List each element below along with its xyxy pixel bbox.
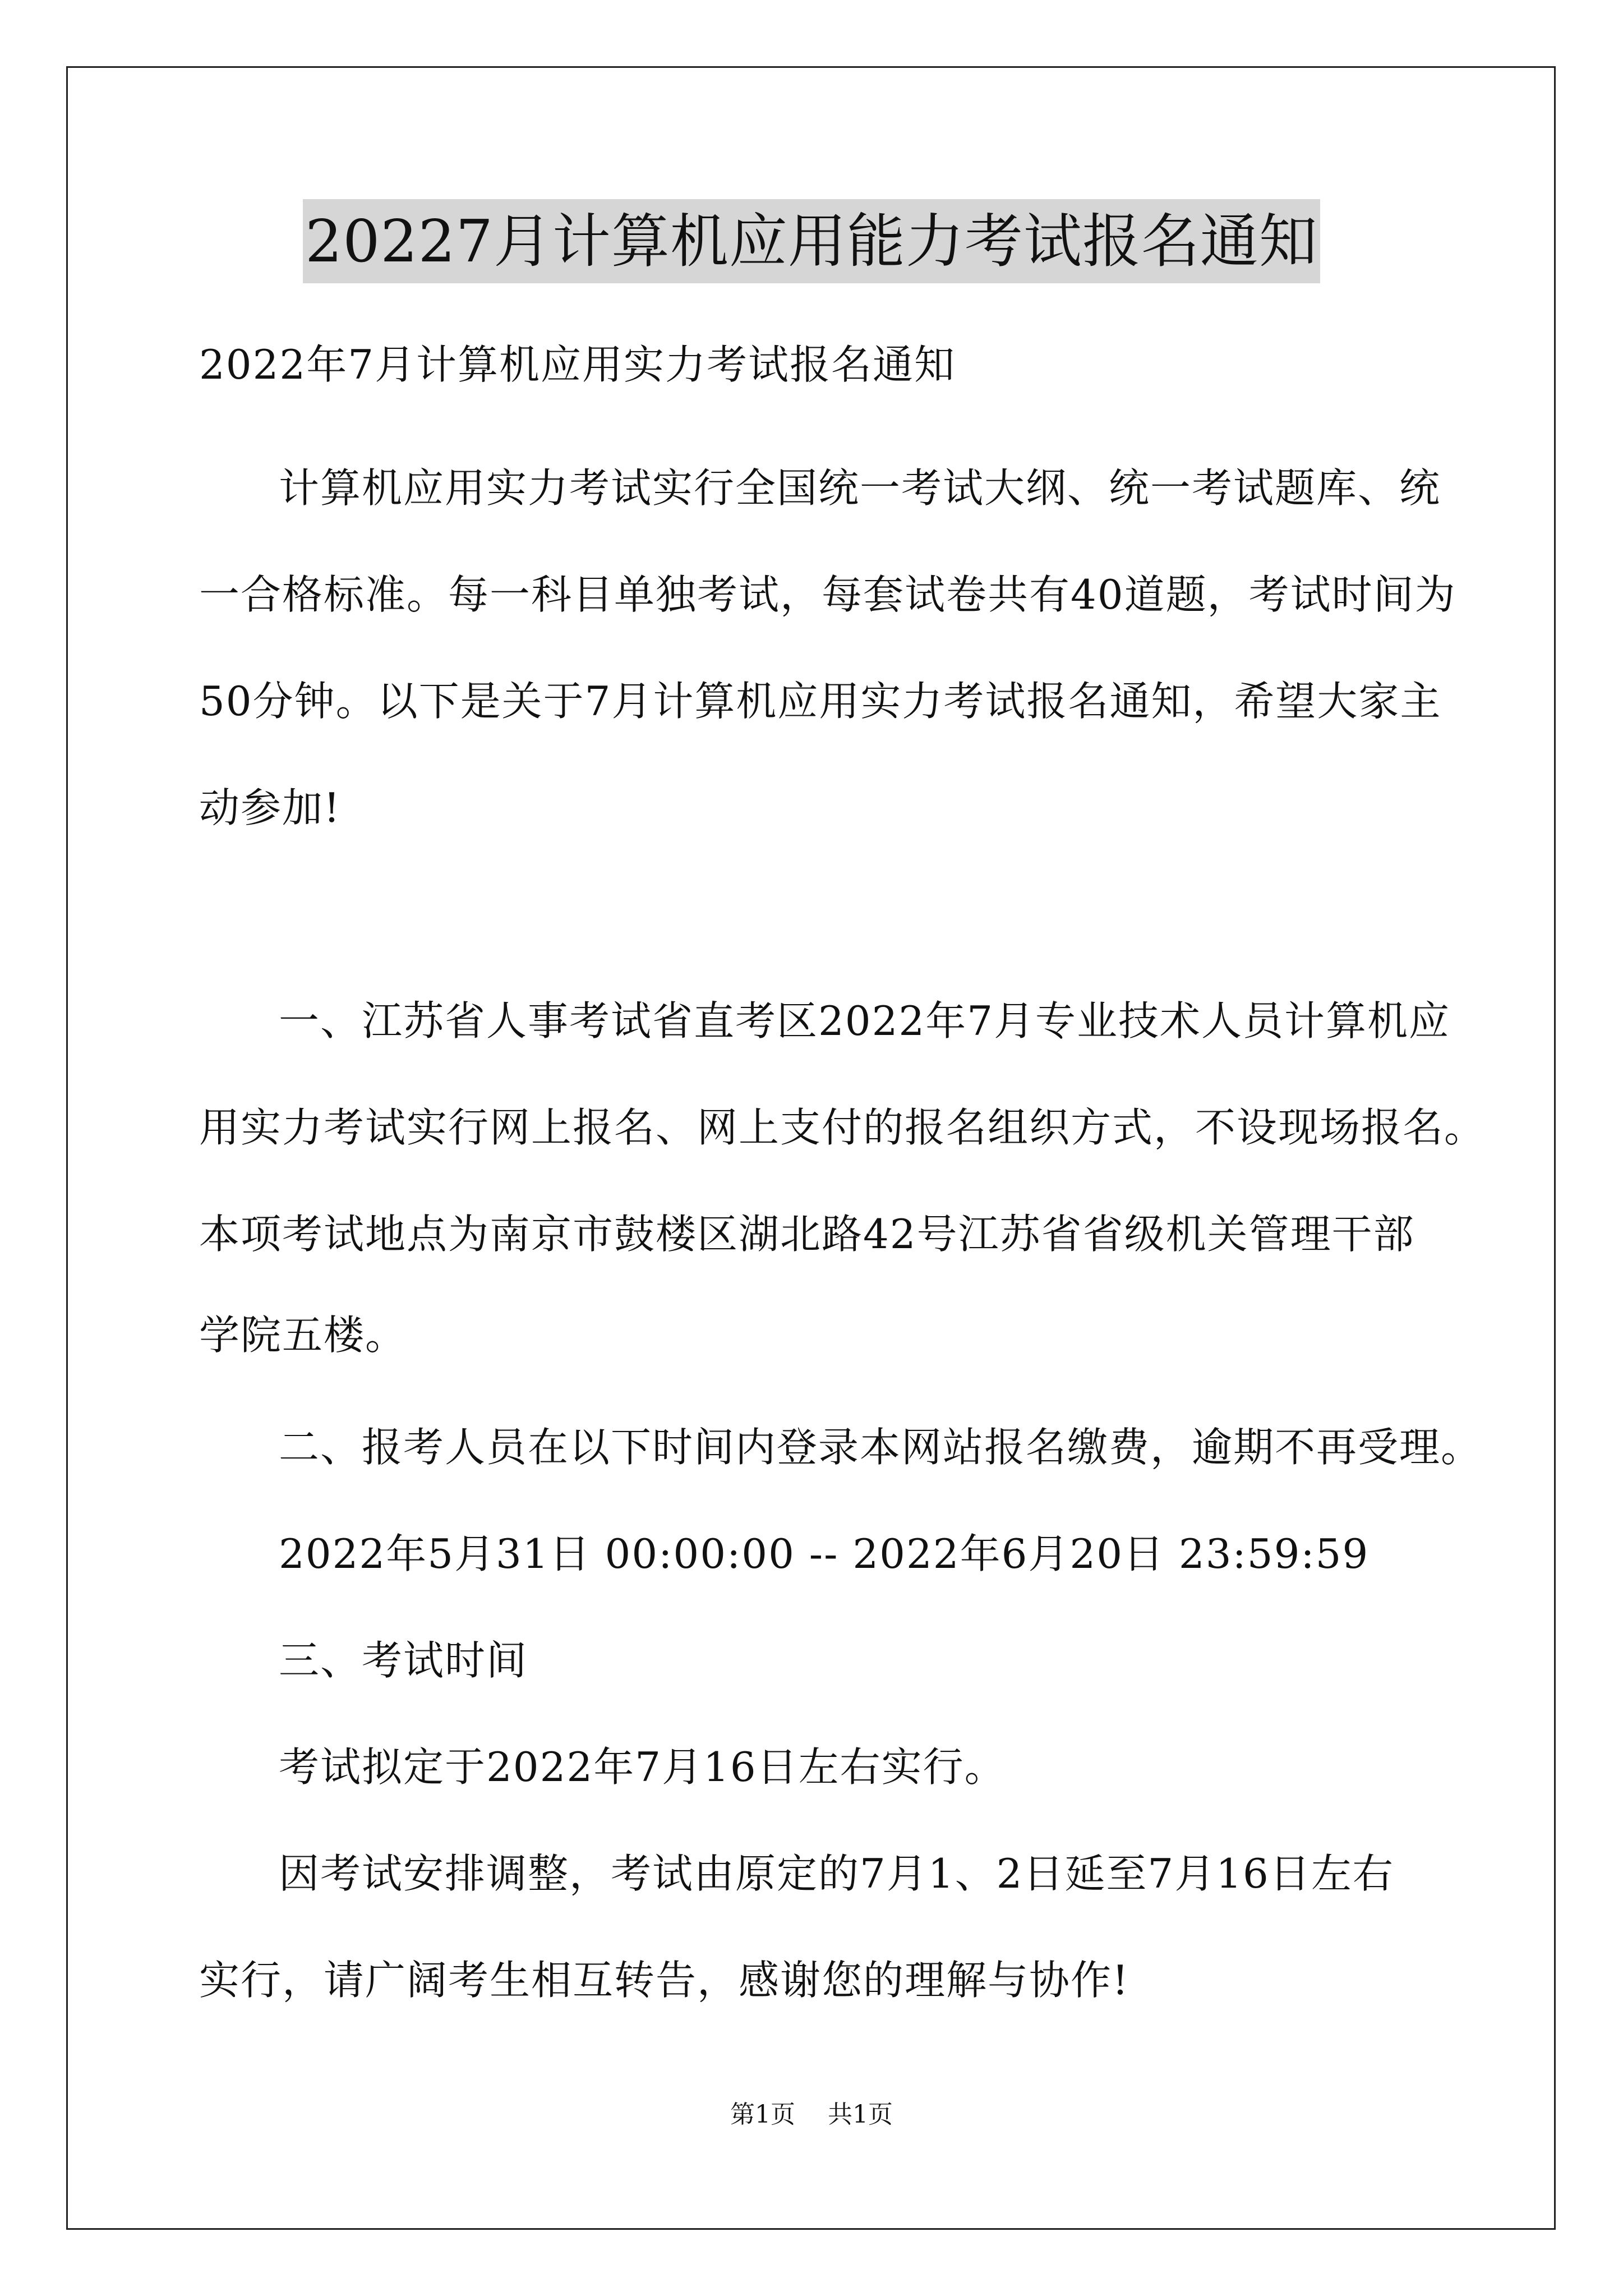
intro-line-2: 一合格标准。每一科目单独考试，每套试卷共有40道题，考试时间为	[199, 571, 1456, 618]
page-number: 第1页	[730, 2100, 795, 2129]
registration-period: 2022年5月31日 00:00:00 -- 2022年6月20日 23:59:59	[279, 1530, 1370, 1577]
section2-heading: 二、报考人员在以下时间内登录本网站报名缴费，逾期不再受理。	[279, 1424, 1483, 1471]
section1-line-1: 一、江苏省人事考试省直考区2022年7月专业技术人员计算机应	[279, 997, 1451, 1045]
intro-line-1: 计算机应用实力考试实行全国统一考试大纲、统一考试题库、统	[279, 464, 1441, 512]
document-subtitle: 2022年7月计算机应用实力考试报名通知	[199, 341, 956, 388]
document-title	[0, 199, 1623, 283]
exam-date-line: 考试拟定于2022年7月16日左右实行。	[279, 1743, 1006, 1791]
adjustment-line-2: 实行，请广阔考生相互转告，感谢您的理解与协作!	[199, 1957, 1129, 2004]
section1-line-3: 本项考试地点为南京市鼓楼区湖北路42号江苏省省级机关管理干部	[199, 1211, 1415, 1258]
adjustment-line-1: 因考试安排调整，考试由原定的7月1、2日延至7月16日左右	[279, 1850, 1394, 1897]
page-total: 共1页	[828, 2100, 893, 2129]
section1-line-4: 学院五楼。	[199, 1312, 407, 1359]
intro-line-4: 动参加!	[199, 784, 341, 831]
section3-heading: 三、考试时间	[279, 1637, 528, 1684]
page-footer	[0, 2098, 1623, 2132]
document-title-text: 20227月计算机应用能力考试报名通知	[303, 199, 1320, 283]
intro-line-3: 50分钟。以下是关于7月计算机应用实力考试报名通知，希望大家主	[199, 678, 1442, 725]
section1-line-2: 用实力考试实行网上报名、网上支付的报名组织方式，不设现场报名。	[199, 1104, 1486, 1151]
